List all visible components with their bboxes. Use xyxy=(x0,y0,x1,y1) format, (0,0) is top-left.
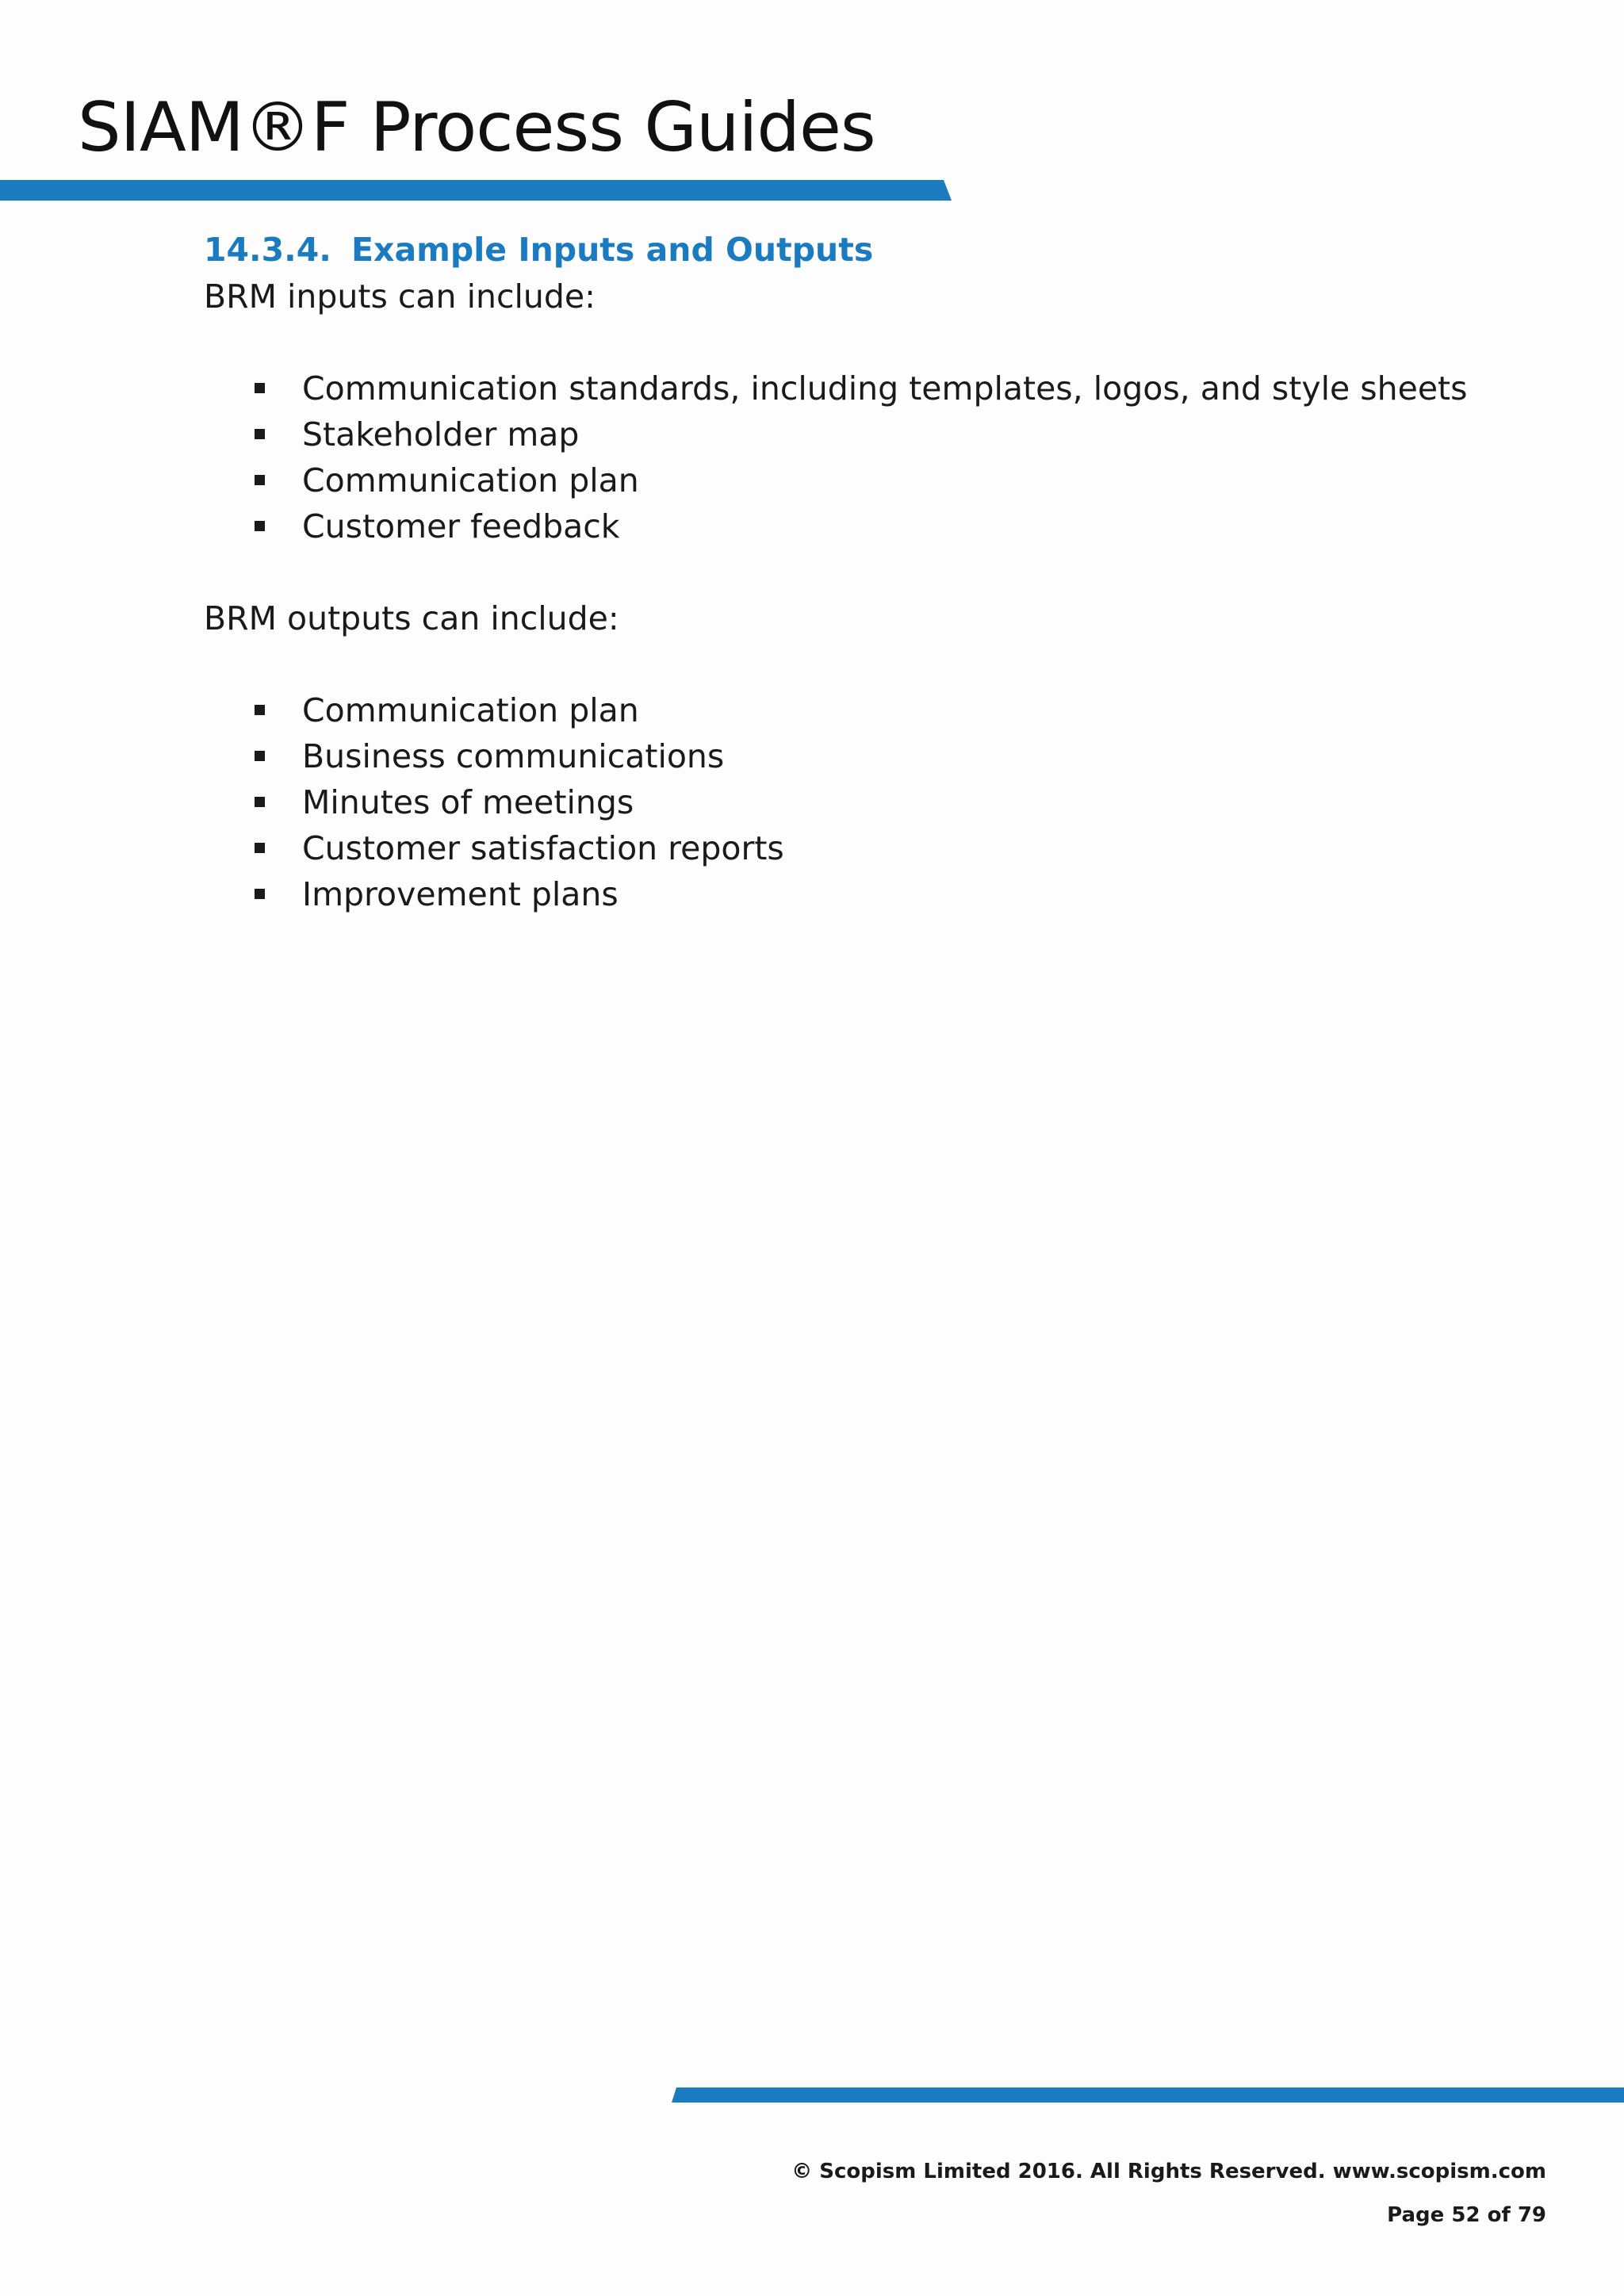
square-bullet-icon xyxy=(255,843,265,853)
page-number: Page 52 of 79 xyxy=(1387,2203,1546,2227)
square-bullet-icon xyxy=(255,751,265,761)
square-bullet-icon xyxy=(255,889,265,899)
outputs-intro: BRM outputs can include: xyxy=(204,599,619,637)
list-item: Customer feedback xyxy=(204,503,1552,549)
document-title: SIAM®F Process Guides xyxy=(78,88,875,167)
inputs-list xyxy=(204,365,1552,549)
inputs-intro: BRM inputs can include: xyxy=(204,277,596,316)
list-item: Customer satisfaction reports xyxy=(204,825,1552,871)
list-item: Communication plan xyxy=(204,687,1552,733)
section-number: 14.3.4. xyxy=(204,231,331,269)
list-item: Stakeholder map xyxy=(204,411,1552,457)
section-title: Example Inputs and Outputs xyxy=(351,231,874,269)
footer-accent-bar xyxy=(672,2087,1624,2103)
list-item: Communication plan xyxy=(204,457,1552,503)
square-bullet-icon xyxy=(255,705,265,715)
list-item: Business communications xyxy=(204,733,1552,779)
header-accent-bar xyxy=(0,180,952,201)
list-item: Improvement plans xyxy=(204,871,1552,917)
square-bullet-icon xyxy=(255,797,265,807)
page-content xyxy=(204,226,1552,917)
outputs-list xyxy=(204,687,1552,917)
square-bullet-icon xyxy=(255,429,265,439)
square-bullet-icon xyxy=(255,475,265,485)
footer-copyright: © Scopism Limited 2016. All Rights Reserved. www.scopism.com xyxy=(791,2160,1546,2183)
square-bullet-icon xyxy=(255,521,265,531)
list-item: Minutes of meetings xyxy=(204,779,1552,825)
square-bullet-icon xyxy=(255,383,265,393)
list-item: Communication standards, including templates, logos, and style sheets xyxy=(204,365,1552,411)
section-heading xyxy=(204,226,1552,274)
